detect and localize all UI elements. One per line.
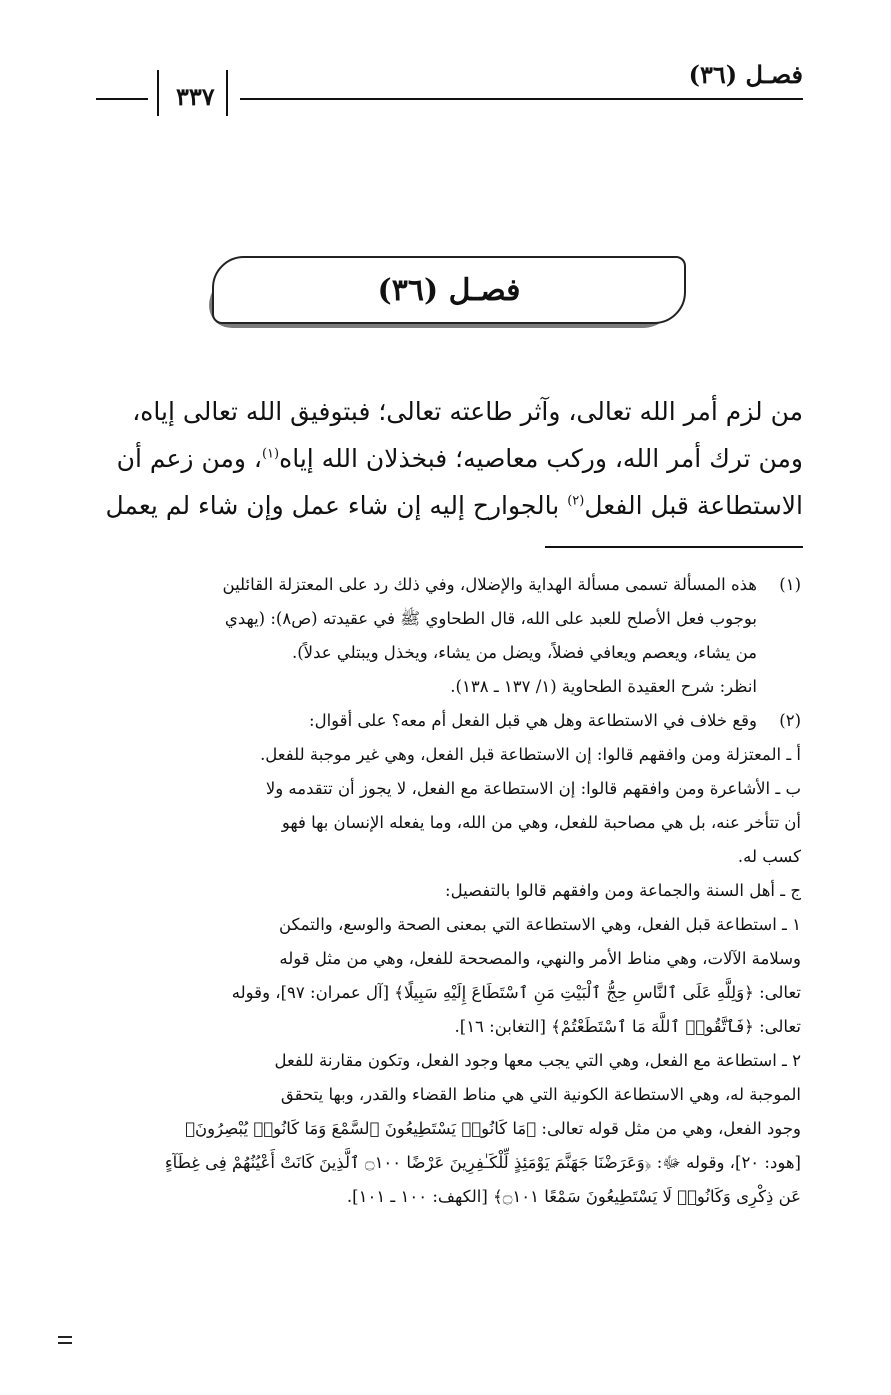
- footnote-2: [90, 704, 801, 738]
- footnote-body: [90, 704, 757, 738]
- footnote-number: (١): [779, 575, 801, 594]
- footnote-1: [90, 568, 801, 704]
- footnote-ref-1: (١): [261, 446, 280, 462]
- body-fragment: ومن ترك أمر الله، وركب معاصيه؛ فبخذلان الله إياه: [279, 444, 803, 473]
- footnote-line: عَن ذِكْرِى وَكَانُوا۟ لَا يَسْتَطِيعُونَ سَمْعًا ۝١٠١﴾ [الكهف: ١٠٠ ـ ١٠١].: [346, 1187, 801, 1206]
- footnote-separator: [545, 546, 803, 548]
- footnote-ref-2: (٢): [567, 493, 585, 509]
- footnote-line: من يشاء، ويعصم ويعافي فضلاً، ويضل من يشاء، ويخذل ويبتلي عدلاً).: [291, 643, 757, 662]
- footnotes: [90, 568, 801, 1214]
- chapter-banner: [212, 256, 686, 324]
- footnote-line: ج ـ أهل السنة والجماعة ومن وافقهم قالوا بالتفصيل:: [445, 881, 801, 900]
- footnote-line: تعالى: ﴿وَلِلَّهِ عَلَى ٱلنَّاسِ حِجُّ ٱلْبَيْتِ مَنِ ٱسْتَطَاعَ إِلَيْهِ سَبِيلًا﴾ [آل عمران: ٩٧]، وقوله: [231, 983, 801, 1002]
- body-fragment: بالجوارح إليه إن شاء عمل وإن شاء لم يعمل: [105, 491, 568, 520]
- footnote-number: (٢): [779, 711, 801, 730]
- footnote-line: هذه المسألة تسمى مسألة الهداية والإضلال، وفي ذلك رد على المعتزلة القائلين: [222, 575, 757, 594]
- running-header-title: فصـل (٣٦): [688, 60, 803, 89]
- footnote-line: تعالى: ﴿فَٱتَّقُوا۟ ٱللَّهَ مَا ٱسْتَطَعْتُمْ﴾ [التغابن: ١٦].: [454, 1017, 801, 1036]
- header-rule-left: [96, 98, 148, 100]
- footnote-2-continued: [90, 738, 801, 1214]
- footnote-line: ب ـ الأشاعرة ومن وافقهم قالوا: إن الاستطاعة مع الفعل، لا يجوز أن تتقدمه ولا: [265, 779, 801, 798]
- footnote-line: الموجبة له، وهي الاستطاعة الكونية التي هي مناط القضاء والقدر، وبها يتحقق: [280, 1085, 801, 1104]
- footnote-line: انظر: شرح العقيدة الطحاوية (١/ ١٣٧ ـ ١٣٨).: [450, 677, 757, 696]
- footnote-line: وجود الفعل، وهي من مثل قوله تعالى: ﴿مَا كَانُوا۟ يَسْتَطِيعُونَ ٱلسَّمْعَ وَمَا كَانُوا۟ يُبْصِرُونَ﴾: [185, 1119, 801, 1138]
- footnote-line: [هود: ٢٠]، وقوله ﷻ: ﴿وَعَرَضْنَا جَهَنَّمَ يَوْمَئِذٍ لِّلْكَـٰفِرِينَ عَرْضًا ۝١٠٠ ٱلَّذِينَ كَانَتْ أَعْيُنُهُمْ فِى غِطَآءٍ: [164, 1153, 801, 1172]
- page-number: ٣٣٧: [176, 82, 215, 111]
- footnote-line: ١ ـ استطاعة قبل الفعل، وهي الاستطاعة التي بمعنى الصحة والوسع، والتمكن: [278, 915, 801, 934]
- footnote-line: أن تتأخر عنه، بل هي مصاحبة للفعل، وهي من الله، وما يفعله الإنسان بها فهو: [281, 813, 801, 832]
- body-line: من لزم أمر الله تعالى، وآثر طاعته تعالى؛ فبتوفيق الله تعالى إياه،: [132, 397, 803, 426]
- footnote-line: وقع خلاف في الاستطاعة وهل هي قبل الفعل أم معه؟ على أقوال:: [309, 711, 757, 730]
- footnote-line: كسب له.: [737, 847, 801, 866]
- body-fragment: ، ومن زعم أن: [116, 444, 262, 473]
- chapter-title: فصـل (٣٦): [377, 272, 521, 308]
- body-fragment: الاستطاعة قبل الفعل: [584, 491, 803, 520]
- footnote-line: ٢ ـ استطاعة مع الفعل، وهي التي يجب معها وجود الفعل، وتكون مقارنة للفعل: [274, 1051, 801, 1070]
- header-divider-right: [226, 70, 228, 116]
- footnote-line: أ ـ المعتزلة ومن وافقهم قالوا: إن الاستطاعة قبل الفعل، وهي غير موجبة للفعل.: [260, 745, 801, 764]
- margin-mark: [58, 1336, 72, 1348]
- footnote-line: بوجوب فعل الأصلح للعبد على الله، قال الطحاوي ﷺ في عقيدته (ص٨): (يهدي: [224, 609, 757, 628]
- footnote-line: وسلامة الآلات، وهي مناط الأمر والنهي، والمصححة للفعل، وهي من مثل قوله: [279, 949, 801, 968]
- main-text: [90, 388, 803, 529]
- header-rule: [240, 98, 803, 100]
- footnote-body: [90, 568, 757, 704]
- header-divider-left: [157, 70, 159, 116]
- body-line: [90, 482, 803, 529]
- body-line: [90, 435, 803, 482]
